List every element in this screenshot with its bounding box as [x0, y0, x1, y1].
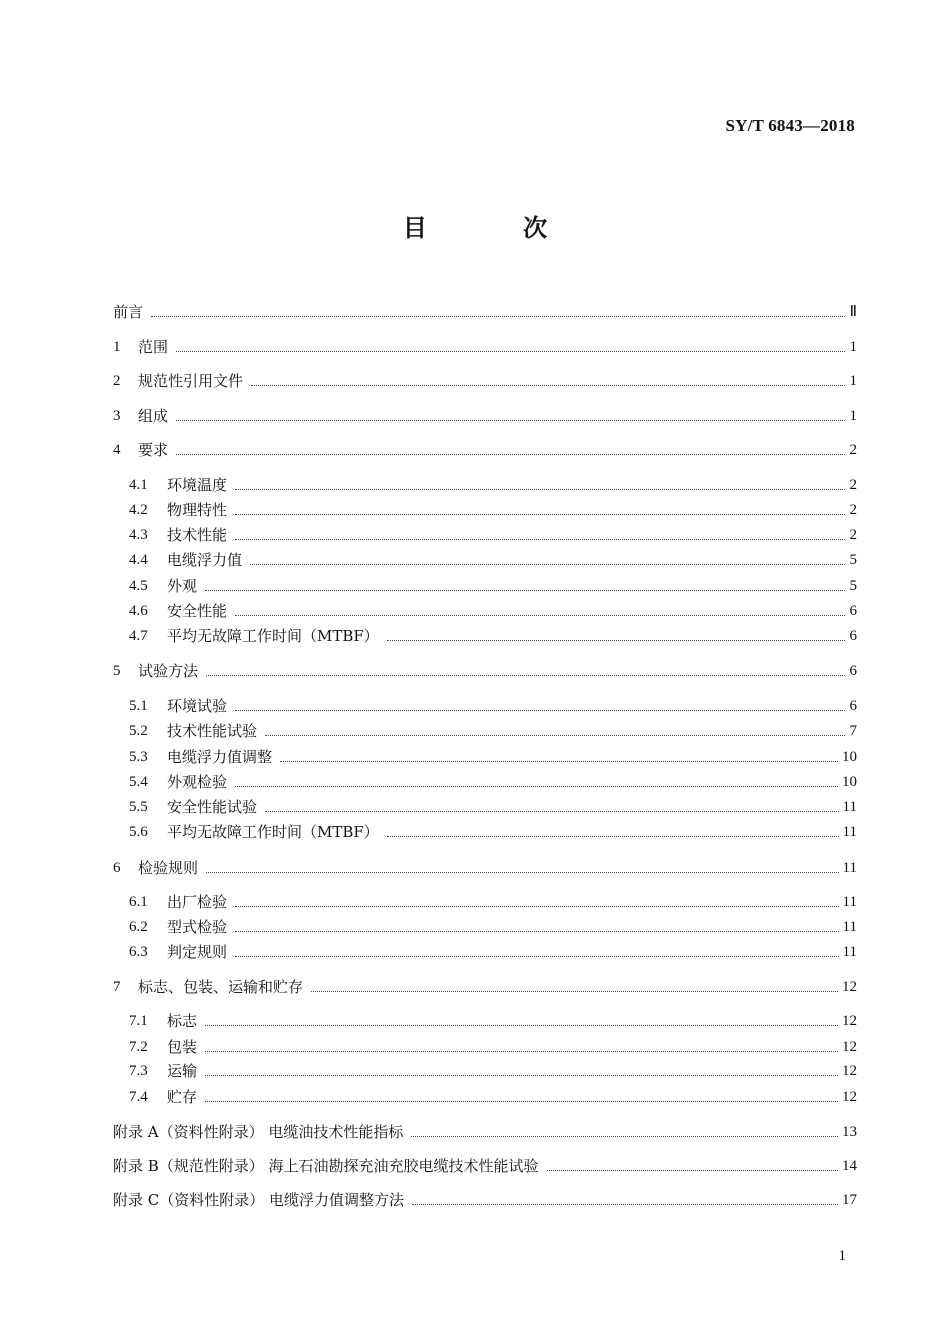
- toc-entry-number: 7.2: [129, 1039, 148, 1055]
- toc-entry-number: 5.6: [129, 824, 148, 840]
- toc-entry-number: 7.3: [129, 1063, 148, 1079]
- dot-leader: [205, 1024, 838, 1026]
- toc-entry[interactable]: [129, 1035, 857, 1057]
- toc-entry-page: 11: [842, 860, 857, 876]
- toc-entry-label: 判定规则: [167, 943, 228, 961]
- toc-entry-page: 12: [842, 1013, 857, 1029]
- toc-entry-number: 4.2: [129, 502, 148, 518]
- toc-entry-number: 4: [113, 442, 121, 458]
- toc-entry[interactable]: [129, 624, 857, 646]
- toc-entry-label: 技术性能试验: [167, 722, 258, 740]
- dot-leader: [235, 905, 839, 907]
- toc-entry-page: 11: [842, 894, 857, 910]
- toc-entry-number: 5.4: [129, 774, 148, 790]
- dot-leader: [205, 1050, 838, 1052]
- toc-entry-number: 5.2: [129, 723, 148, 739]
- dot-leader: [206, 674, 845, 676]
- standard-code: SY/T 6843—2018: [725, 116, 855, 135]
- dot-leader: [387, 639, 845, 641]
- page-number: 1: [838, 1248, 846, 1264]
- toc-entry-page: 6: [849, 603, 857, 619]
- toc-entry-page: 10: [842, 749, 857, 765]
- dot-leader: [176, 453, 845, 455]
- dot-leader: [235, 955, 839, 957]
- toc-entry-label: 电缆浮力值调整: [167, 748, 273, 766]
- dot-leader: [205, 1100, 838, 1102]
- toc-entry-page: 6: [849, 628, 857, 644]
- toc-entry-label: 前言: [113, 303, 144, 321]
- toc-entry-label: 环境试验: [167, 697, 228, 715]
- page-title: 目 次: [402, 214, 592, 242]
- toc-entry-number: 6.1: [129, 894, 148, 910]
- toc-entry-number: 7.1: [129, 1013, 148, 1029]
- dot-leader: [235, 930, 839, 932]
- toc-entry-label: 附录 B（规范性附录） 海上石油勘探充油充胶电缆技术性能试验: [113, 1157, 539, 1175]
- toc-entry-label: 组成: [138, 407, 169, 425]
- toc-entry-page: 12: [842, 1089, 857, 1105]
- toc-entry[interactable]: [113, 856, 857, 878]
- toc-entry-number: 3: [113, 408, 121, 424]
- dot-leader: [151, 315, 845, 317]
- toc-entry[interactable]: [129, 548, 857, 570]
- toc-entry[interactable]: [113, 1154, 857, 1176]
- toc-entry-label: 附录 C（资料性附录） 电缆浮力值调整方法: [113, 1191, 405, 1209]
- toc-entry-number: 6.2: [129, 919, 148, 935]
- toc-entry[interactable]: [113, 300, 857, 322]
- toc-entry-page: 5: [849, 552, 857, 568]
- dot-leader: [235, 513, 845, 515]
- toc-entry-number: 1: [113, 339, 121, 355]
- toc-entry-page: 2: [849, 502, 857, 518]
- toc-entry[interactable]: [129, 498, 857, 520]
- toc-entry[interactable]: [129, 473, 857, 495]
- dot-leader: [235, 785, 838, 787]
- toc-entry-label: 运输: [167, 1062, 198, 1080]
- toc-entry-page: 6: [849, 663, 857, 679]
- toc-entry-number: 4.1: [129, 477, 148, 493]
- toc-entry-page: 12: [842, 979, 857, 995]
- toc-entry-page: 1: [849, 339, 857, 355]
- toc-entry-page: 2: [849, 442, 857, 458]
- toc-entry-number: 5.5: [129, 799, 148, 815]
- toc-entry-label: 附录 A（资料性附录） 电缆油技术性能指标: [113, 1123, 404, 1141]
- toc-entry-page: 14: [842, 1158, 857, 1174]
- toc-entry-page: 6: [849, 698, 857, 714]
- dot-leader: [280, 760, 838, 762]
- toc-entry-number: 4.7: [129, 628, 148, 644]
- toc-entry-label: 标志、包装、运输和贮存: [138, 978, 304, 996]
- toc-entry[interactable]: [113, 659, 857, 681]
- dot-leader: [176, 419, 845, 421]
- toc-entry-page: 10: [842, 774, 857, 790]
- toc-entry[interactable]: [129, 1085, 857, 1107]
- toc-entry-label: 平均无故障工作时间（MTBF）: [167, 627, 379, 645]
- toc-entry-page: 2: [849, 527, 857, 543]
- toc-entry-page: 7: [849, 723, 857, 739]
- toc-entry[interactable]: [129, 795, 857, 817]
- toc-entry-number: 7: [113, 979, 121, 995]
- toc-entry[interactable]: [129, 1009, 857, 1031]
- dot-leader: [205, 589, 845, 591]
- toc-entry-number: 2: [113, 373, 121, 389]
- toc-entry[interactable]: [129, 770, 857, 792]
- toc-entry-page: 1: [849, 373, 857, 389]
- dot-leader: [206, 871, 839, 873]
- toc-entry[interactable]: [129, 1059, 857, 1081]
- toc-entry[interactable]: [129, 745, 857, 767]
- toc-entry-page: 12: [842, 1039, 857, 1055]
- dot-leader: [265, 810, 839, 812]
- toc-entry-label: 型式检验: [167, 918, 228, 936]
- toc-entry-page: 5: [849, 578, 857, 594]
- toc-entry-number: 5: [113, 663, 121, 679]
- toc-entry[interactable]: [129, 940, 857, 962]
- toc-entry[interactable]: [129, 599, 857, 621]
- toc-entry-label: 试验方法: [138, 662, 199, 680]
- dot-leader: [387, 835, 839, 837]
- toc-entry-number: 4.5: [129, 578, 148, 594]
- toc-entry-number: 4.6: [129, 603, 148, 619]
- toc-entry-number: 5.3: [129, 749, 148, 765]
- dot-leader: [311, 990, 838, 992]
- toc-entry-label: 包装: [167, 1038, 198, 1056]
- toc-entry-number: 4.3: [129, 527, 148, 543]
- toc-entry-label: 标志: [167, 1012, 198, 1030]
- toc-entry-label: 技术性能: [167, 526, 228, 544]
- toc-entry-number: 4.4: [129, 552, 148, 568]
- toc-entry-label: 电缆浮力值: [167, 551, 243, 569]
- dot-leader: [411, 1135, 838, 1137]
- toc-entry[interactable]: [129, 694, 857, 716]
- toc-entry-label: 安全性能: [167, 602, 228, 620]
- toc-entry[interactable]: [113, 369, 857, 391]
- toc-entry[interactable]: [113, 975, 857, 997]
- toc-entry-label: 平均无故障工作时间（MTBF）: [167, 823, 379, 841]
- dot-leader: [205, 1074, 838, 1076]
- toc-entry-page: 11: [842, 919, 857, 935]
- toc-entry-page: 11: [842, 799, 857, 815]
- dot-leader: [235, 614, 845, 616]
- toc-entry-label: 规范性引用文件: [138, 372, 244, 390]
- dot-leader: [412, 1203, 838, 1205]
- toc-entry-page: Ⅱ: [849, 304, 857, 320]
- dot-leader: [235, 538, 845, 540]
- toc-entry[interactable]: [113, 1188, 857, 1210]
- toc-entry[interactable]: [129, 719, 857, 741]
- toc-entry[interactable]: [129, 523, 857, 545]
- dot-leader: [251, 384, 845, 386]
- toc-entry-label: 贮存: [167, 1088, 198, 1106]
- toc-entry-number: 6: [113, 860, 121, 876]
- toc-entry[interactable]: [113, 1120, 857, 1142]
- toc-entry-label: 出厂检验: [167, 893, 228, 911]
- toc-entry-label: 范围: [138, 338, 169, 356]
- toc-entry-page: 12: [842, 1063, 857, 1079]
- dot-leader: [176, 350, 845, 352]
- toc-entry[interactable]: [113, 438, 857, 460]
- toc-entry[interactable]: [113, 404, 857, 426]
- toc-entry-label: 要求: [138, 441, 169, 459]
- toc-entry[interactable]: [113, 335, 857, 357]
- toc-entry-page: 17: [842, 1192, 857, 1208]
- toc-entry-label: 物理特性: [167, 501, 228, 519]
- toc-entry-number: 5.1: [129, 698, 148, 714]
- dot-leader: [250, 563, 845, 565]
- toc-entry-page: 13: [842, 1124, 857, 1140]
- toc-entry-label: 安全性能试验: [167, 798, 258, 816]
- toc-entry[interactable]: [129, 574, 857, 596]
- toc-entry-label: 外观检验: [167, 773, 228, 791]
- toc-entry-label: 检验规则: [138, 859, 199, 877]
- toc-entry-page: 11: [842, 824, 857, 840]
- toc-entry-page: 2: [849, 477, 857, 493]
- toc-entry[interactable]: [129, 915, 857, 937]
- dot-leader: [547, 1169, 838, 1171]
- toc-entry-label: 外观: [167, 577, 198, 595]
- dot-leader: [235, 488, 845, 490]
- toc-entry-label: 环境温度: [167, 476, 228, 494]
- toc-entry-page: 11: [842, 944, 857, 960]
- toc-entry[interactable]: [129, 890, 857, 912]
- dot-leader: [265, 734, 845, 736]
- toc-entry-page: 1: [849, 408, 857, 424]
- toc-entry-number: 7.4: [129, 1089, 148, 1105]
- dot-leader: [235, 709, 845, 711]
- toc-entry[interactable]: [129, 820, 857, 842]
- toc-entry-number: 6.3: [129, 944, 148, 960]
